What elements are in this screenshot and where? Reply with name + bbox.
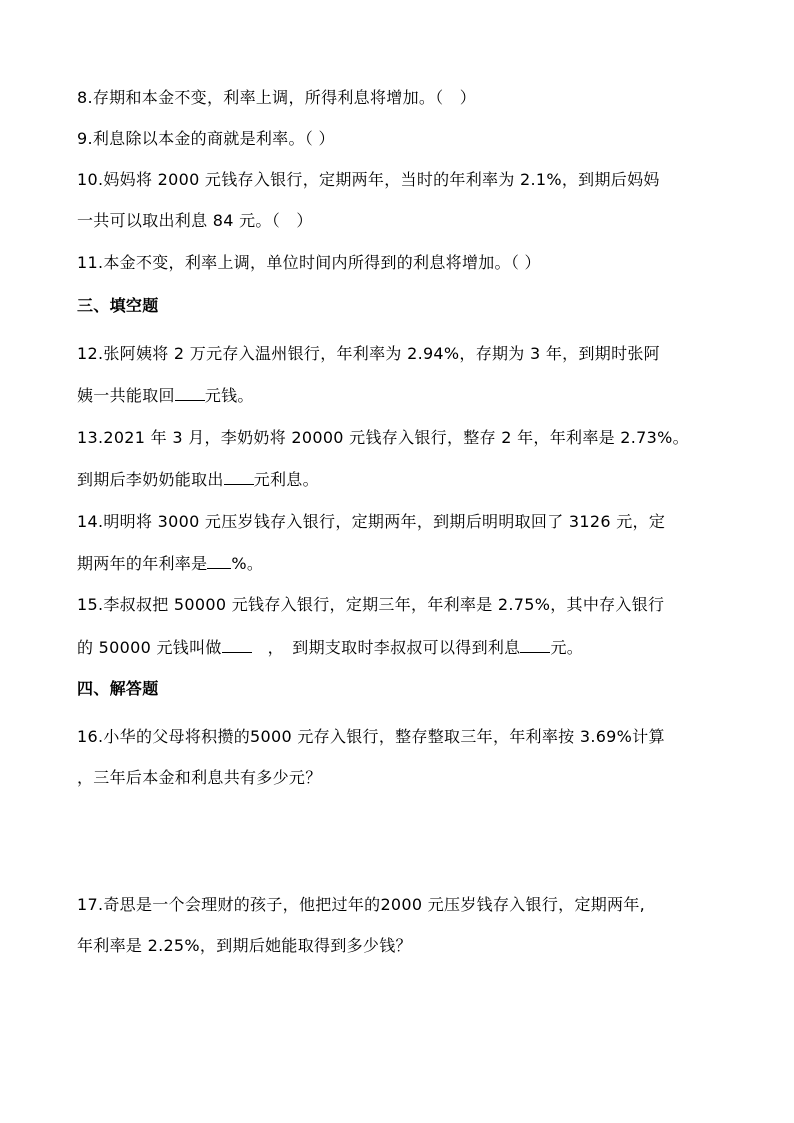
question-14-text-b: %。 bbox=[231, 554, 264, 573]
question-10-line2: 一共可以取出利息 84 元。（ ） bbox=[77, 211, 313, 230]
question-14-line2 bbox=[77, 552, 263, 575]
section-fill-in-title: 三、填空题 bbox=[77, 296, 159, 315]
section-answer-title: 四、解答题 bbox=[77, 679, 159, 698]
question-15-line2 bbox=[77, 636, 583, 659]
question-9: 9.利息除以本金的商就是利率。（ ） bbox=[77, 129, 335, 148]
question-14-line1: 14.明明将 3000 元压岁钱存入银行，定期两年，到期后明明取回了 3126 元，定 bbox=[77, 512, 666, 531]
answer-blank[interactable] bbox=[520, 636, 550, 653]
question-12-text-a: 姨一共能取回 bbox=[77, 386, 175, 405]
question-13-line1: 13.2021 年 3 月，李奶奶将 20000 元钱存入银行，整存 2 年，年利率是 2.73%。 bbox=[77, 428, 689, 447]
question-15-text-b: ， 到期支取时李叔叔可以得到利息 bbox=[267, 638, 521, 657]
question-15-text-a: 的 50000 元钱叫做 bbox=[77, 638, 222, 657]
question-13-text-b: 元利息。 bbox=[253, 470, 319, 489]
question-14-text-a: 期两年的年利率是 bbox=[77, 554, 208, 573]
question-13-line2 bbox=[77, 468, 319, 491]
answer-blank[interactable] bbox=[224, 468, 254, 485]
question-16-line2: ，三年后本金和利息共有多少元？ bbox=[77, 768, 322, 787]
question-16-line1: 16.小华的父母将积攒的5000 元存入银行，整存整取三年，年利率按 3.69%计算 bbox=[77, 727, 665, 746]
question-15-text-c: 元。 bbox=[550, 638, 584, 657]
question-10-line1: 10.妈妈将 2000 元钱存入银行，定期两年，当时的年利率为 2.1%，到期后妈妈 bbox=[77, 170, 660, 189]
question-13-text-a: 到期后李奶奶能取出 bbox=[77, 470, 224, 489]
question-11: 11.本金不变，利率上调，单位时间内所得到的利息将增加。（ ） bbox=[77, 253, 541, 272]
question-12-text-b: 元钱。 bbox=[204, 386, 254, 405]
answer-blank[interactable] bbox=[222, 636, 252, 653]
question-17-line2: 年利率是 2.25%，到期后她能取得到多少钱？ bbox=[77, 936, 412, 955]
question-15-line1: 15.李叔叔把 50000 元钱存入银行，定期三年，年利率是 2.75%，其中存入银行 bbox=[77, 595, 665, 614]
question-12-line2 bbox=[77, 384, 254, 407]
answer-blank[interactable] bbox=[175, 384, 205, 401]
answer-blank[interactable] bbox=[207, 552, 231, 569]
question-17-line1: 17.奇思是一个会理财的孩子，他把过年的2000 元压岁钱存入银行，定期两年, bbox=[77, 895, 646, 914]
question-8: 8.存期和本金不变，利率上调，所得利息将增加。（ ） bbox=[77, 88, 477, 107]
question-12-line1: 12.张阿姨将 2 万元存入温州银行，年利率为 2.94%，存期为 3 年，到期时张阿 bbox=[77, 344, 660, 363]
